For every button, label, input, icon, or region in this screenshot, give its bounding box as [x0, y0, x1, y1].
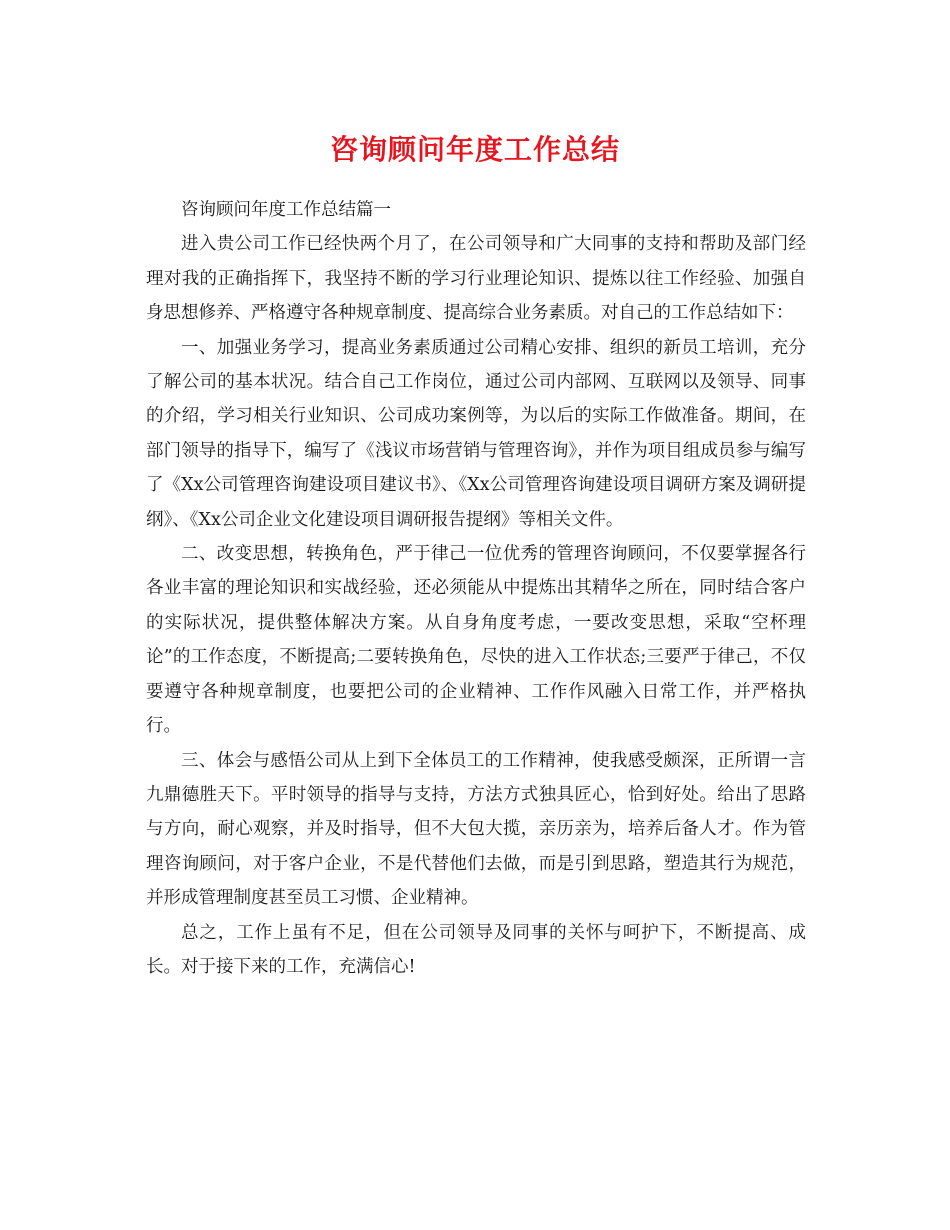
document-body — [146, 193, 806, 984]
document-title: 咨询顾问年度工作总结 — [329, 133, 620, 166]
paragraph-section-one: 一、加强业务学习，提高业务素质通过公司精心安排、组织的新员工培训，充分了解公司的基本状况。结合自己工作岗位，通过公司内部网、互联网以及领导、同事的介绍，学习相关行业知识、公司成功案例等，为以后的实际工作做准备。期间，在部门领导的指导下，编写了《浅议市场营销与管理咨询》，并作为项目组成员参与编写了《Xx公司管理咨询建设项目建议书》、《Xx公司管理咨询建设项目调研方案及调研提纲》、《Xx公司企业文化建设项目调研报告提纲》等相关文件。 — [146, 337, 806, 530]
paragraph-section-two: 二、改变思想，转换角色，严于律己一位优秀的管理咨询顾问，不仅要掌握各行各业丰富的理论知识和实战经验，还必须能从中提炼出其精华之所在，同时结合客户的实际状况，提供整体解决方案。从自身角度考虑，一要改变思想，采取“空杯理论”的工作态度，不断提高;二要转换角色，尽快的进入工作状态;三要严于律己，不仅要遵守各种规章制度，也要把公司的企业精神、工作作风融入日常工作，并严格执行。 — [146, 544, 806, 737]
section-heading: 咨询顾问年度工作总结篇一 — [181, 200, 391, 220]
paragraph-intro: 进入贵公司工作已经快两个月了，在公司领导和广大同事的支持和帮助及部门经理对我的正确指挥下，我坚持不断的学习行业理论知识、提炼以往工作经验、加强自身思想修养、严格遵守各种规章制度、提高综合业务素质。对自己的工作总结如下： — [146, 234, 806, 324]
paragraph-conclusion: 总之，工作上虽有不足，但在公司领导及同事的关怀与呵护下，不断提高、成长。对于接下来的工作，充满信心! — [146, 922, 806, 977]
paragraph-section-three: 三、体会与感悟公司从上到下全体员工的工作精神，使我感受颇深，正所谓一言九鼎德胜天下。平时领导的指导与支持，方法方式独具匠心，恰到好处。给出了思路与方向，耐心观察，并及时指导，但不大包大揽，亲历亲为，培养后备人才。作为管理咨询顾问，对于客户企业，不是代替他们去做，而是引到思路，塑造其行为规范，并形成管理制度甚至员工习惯、企业精神。 — [146, 750, 806, 909]
